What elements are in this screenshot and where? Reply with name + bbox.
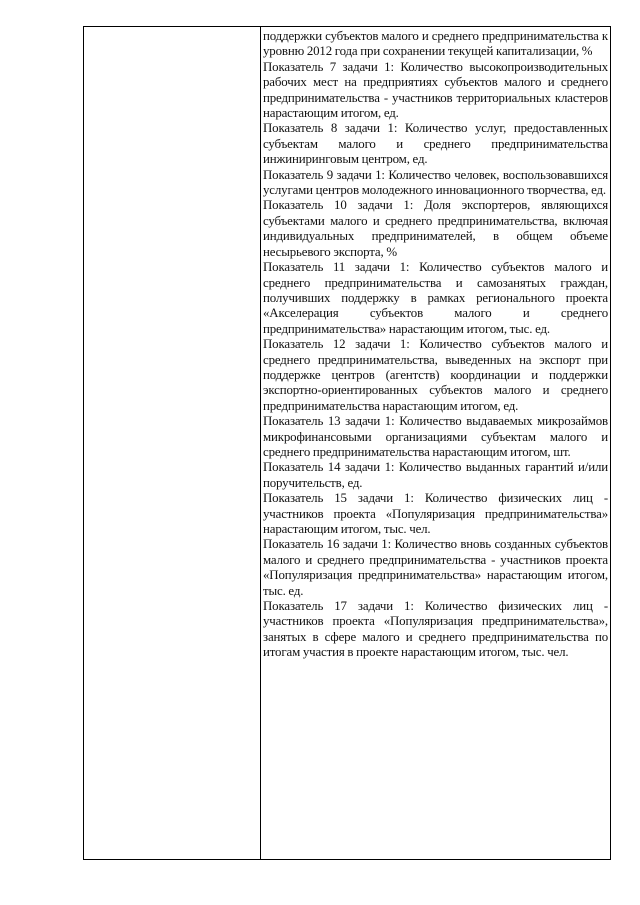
indicator-17: Показатель 17 задачи 1: Количество физических лиц - участников проекта «Популяризация предпринимательства», занятых в сфере малого и среднего предпринимательства по итогам участия в проекте нарастающим итогом, тыс. чел. — [263, 599, 608, 660]
indicator-11: Показатель 11 задачи 1: Количество субъектов малого и среднего предпринимательства и самозанятых граждан, получивших поддержку в рамках регионального проекта «Акселерация субъектов малого и среднего предпринимательства» нарастающим итогом, тыс. ед. — [263, 260, 608, 336]
indicator-10: Показатель 10 задачи 1: Доля экспортеров, являющихся субъектами малого и среднего предпринимательства, включая индивидуальных предпринимателей, в общем объеме несырьевого экспорта, % — [263, 198, 608, 259]
indicator-13: Показатель 13 задачи 1: Количество выдаваемых микрозаймов микрофинансовыми организациями субъектам малого и среднего предпринимательства нарастающим итогом, шт. — [263, 414, 608, 459]
indicator-table — [83, 26, 611, 860]
indicator-12: Показатель 12 задачи 1: Количество субъектов малого и среднего предпринимательства, выведенных на экспорт при поддержке центров (агентств) координации и поддержки экспортно-ориентированных субъектов малого и среднего предпринимательства нарастающим итогом, ед. — [263, 337, 608, 413]
indicator-continuation: поддержки субъектов малого и среднего предпринимательства к уровню 2012 года при сохранении текущей капитализации, % — [263, 29, 608, 59]
indicators-text — [261, 27, 610, 661]
indicator-7: Показатель 7 задачи 1: Количество высокопроизводительных рабочих мест на предприятиях субъектов малого и среднего предпринимательства - участников территориальных кластеров нарастающим итогом, ед. — [263, 59, 608, 121]
indicator-15: Показатель 15 задачи 1: Количество физических лиц - участников проекта «Популяризация предпринимательства» нарастающим итогом, тыс. чел. — [263, 491, 608, 536]
left-empty-cell — [84, 27, 261, 860]
indicator-8: Показатель 8 задачи 1: Количество услуг, предоставленных субъектам малого и среднего предпринимательства инжиниринговым центром, ед. — [263, 121, 608, 167]
table-row — [84, 27, 611, 860]
indicator-9: Показатель 9 задачи 1: Количество человек, воспользовавшихся услугами центров молодежного инновационного творчества, ед. — [263, 167, 608, 198]
indicator-14: Показатель 14 задачи 1: Количество выданных гарантий и/или поручительств, ед. — [263, 460, 608, 490]
indicator-16: Показатель 16 задачи 1: Количество вновь созданных субъектов малого и среднего предпринимательства - участников проекта «Популяризация предпринимательства» нарастающим итогом, тыс. ед. — [263, 537, 608, 598]
indicators-cell — [261, 27, 611, 860]
